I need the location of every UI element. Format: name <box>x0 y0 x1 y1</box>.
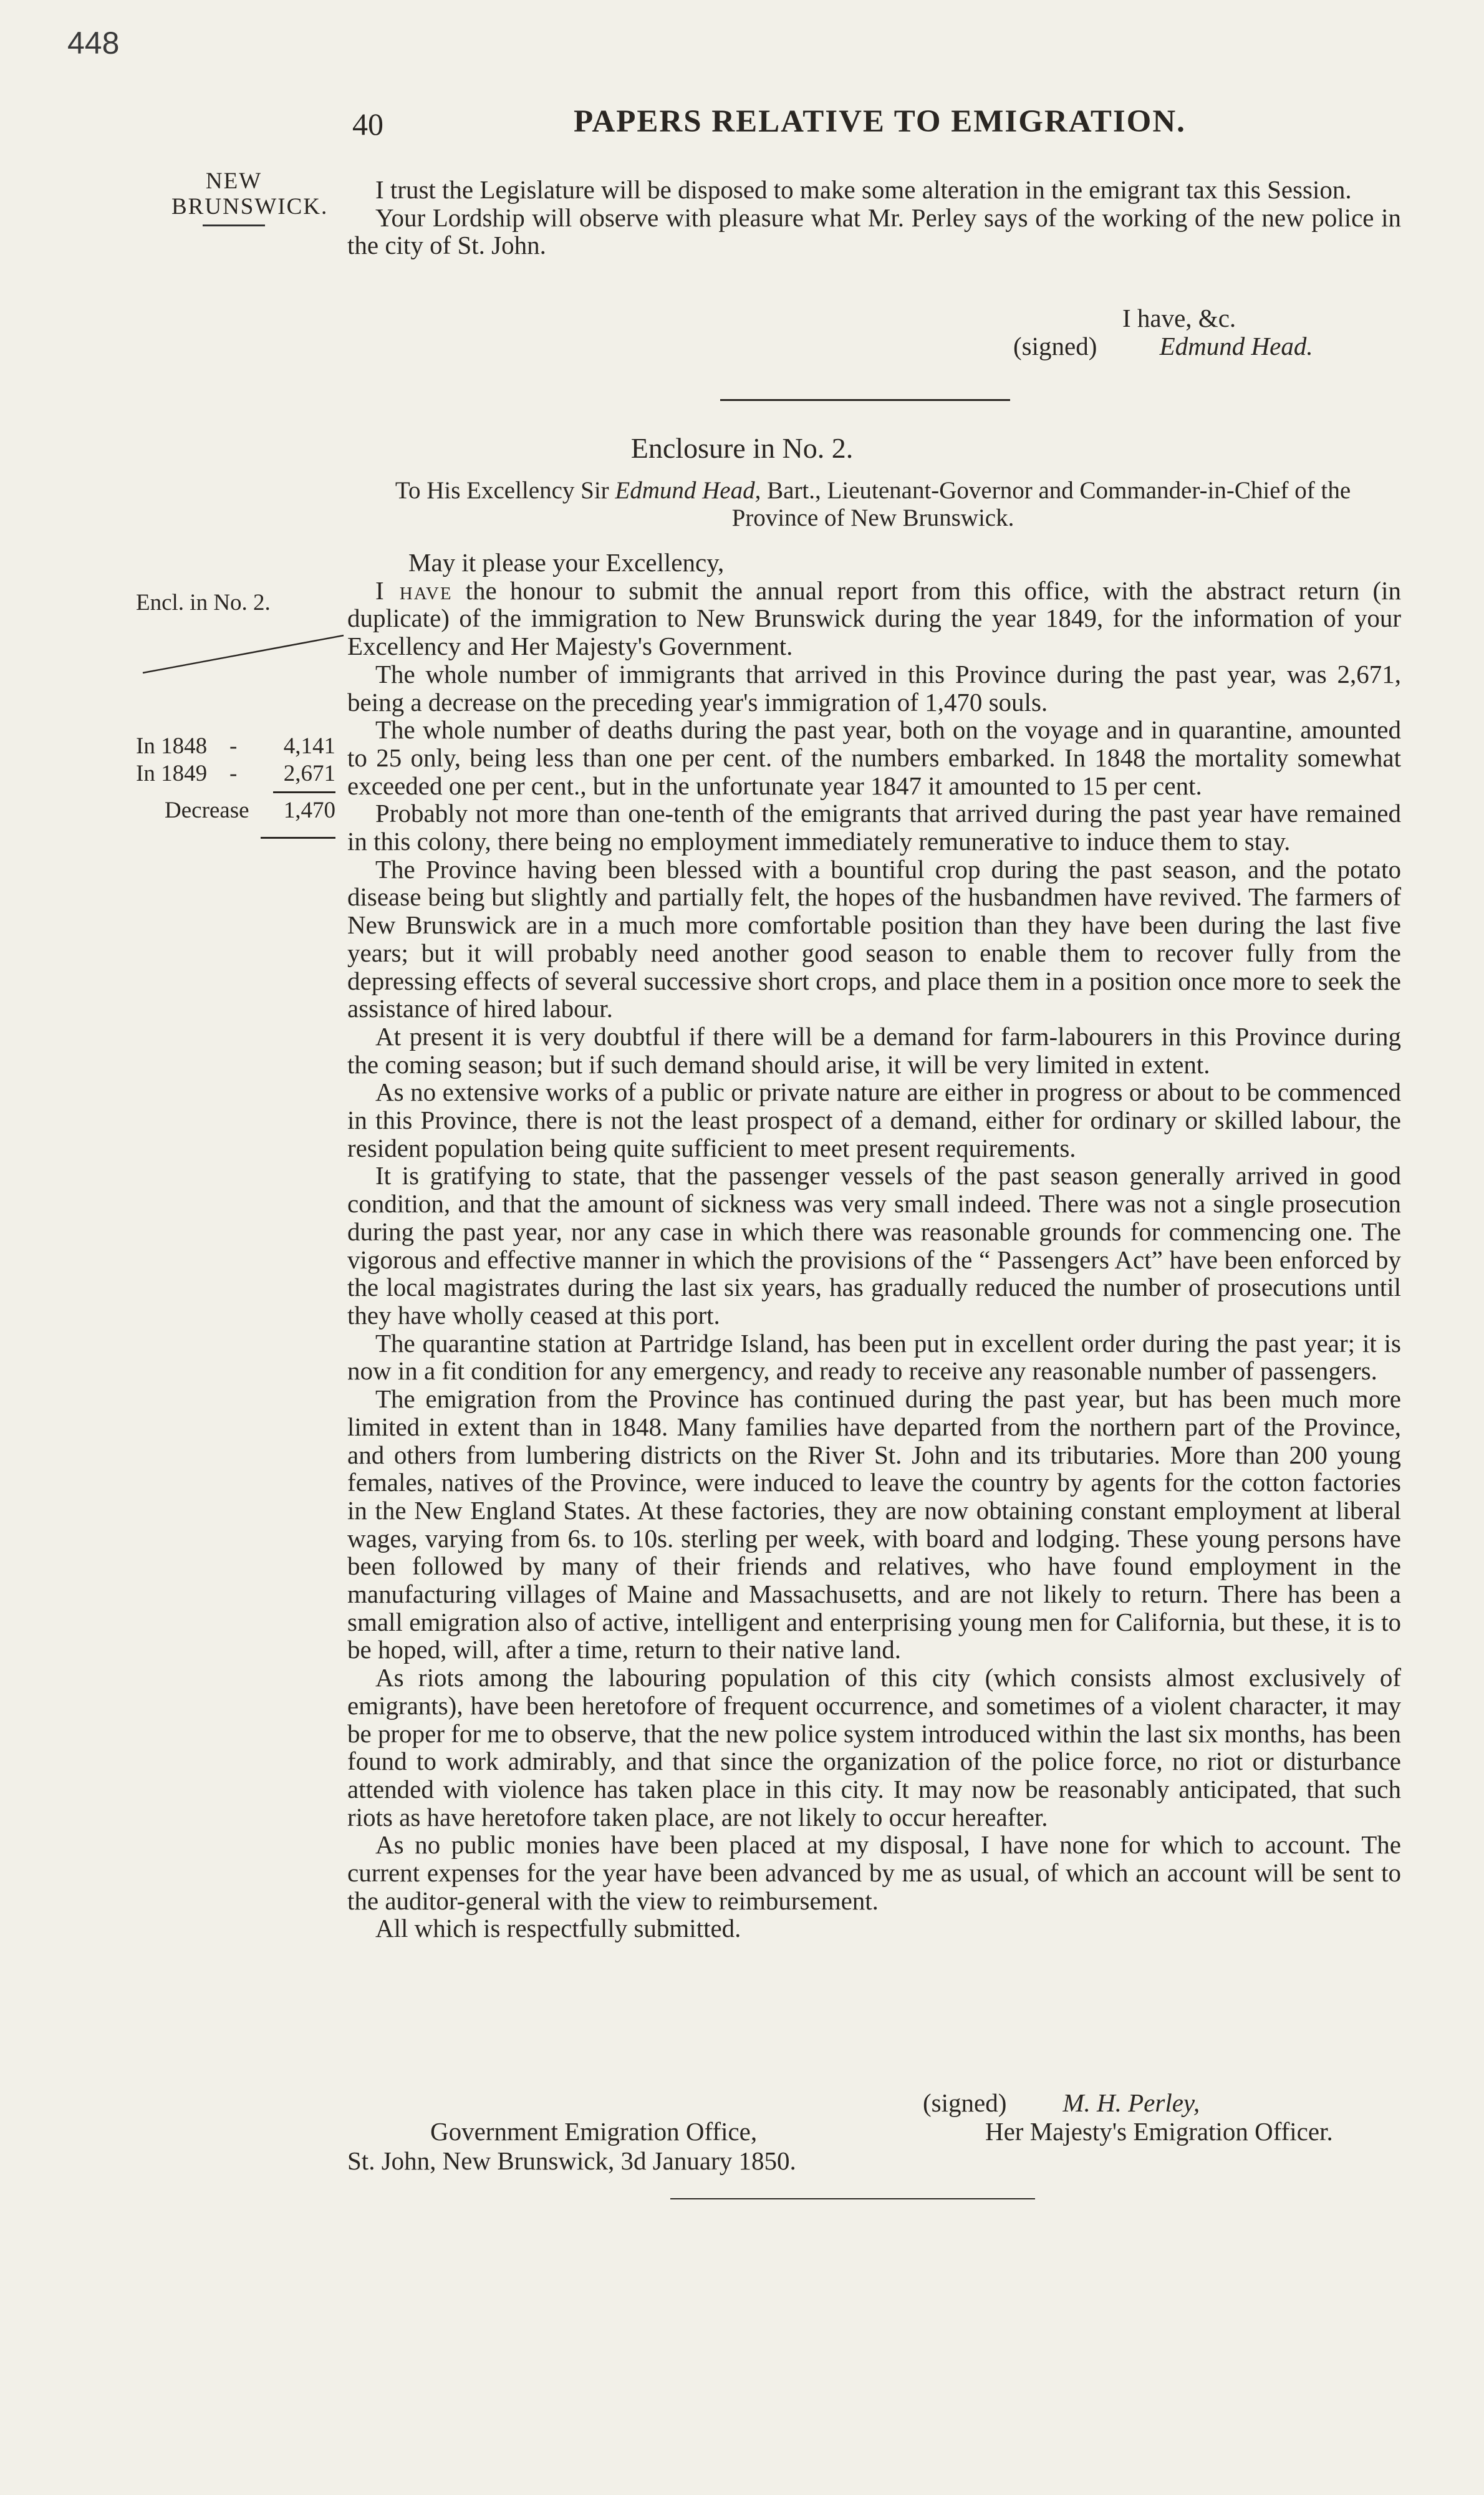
report-paragraph: The whole number of immigrants that arrived in this Province during the past year, was 2,671, being a decrease on the preceding year's immigration of 1,470 souls. <box>347 659 1401 717</box>
margin-province-label: NEW BRUNSWICK. <box>171 168 329 220</box>
header-page-number: 40 <box>352 107 383 142</box>
letter-signature <box>1013 331 1313 361</box>
margin-province-note <box>131 168 337 226</box>
report-paragraph: Probably not more than one-tenth of the emigrants that arrived during the past year have remained in this colony, there being no employment immediately remunerative to induce them to stay. <box>347 799 1401 856</box>
report-paragraph: As no extensive works of a public or private nature are either in progress or about to be commenced in this Province, there is not the least prospect of a demand, either for ordinary or skilled labour, the resident population being quite sufficient to meet present requirements. <box>347 1078 1401 1162</box>
stats-total-rule <box>261 837 335 839</box>
report-signature <box>923 2088 1200 2118</box>
stats-sum-rule <box>273 791 335 793</box>
report-paragraph: At present it is very doubtful if there will be a demand for farm-labourers in this Province during the coming season; but if such demand should arise, it will be very limited in extent. <box>347 1021 1401 1079</box>
signed-label: (signed) <box>1013 332 1097 360</box>
signer-name: Edmund Head. <box>1159 332 1313 360</box>
report-paragraph: I have the honour to submit the annual report from this office, with the abstract return (in duplicate) of the immigration to New Brunswick during the year 1849, for the information of your Excellency and Her Majesty's Government. <box>347 576 1401 661</box>
stats-row-1849: In 1849 - 2,671 <box>136 761 335 786</box>
margin-province-rule <box>203 224 265 226</box>
stats-row-1848: In 1848 - 4,141 <box>136 733 335 759</box>
margin-enclosure-ref: Encl. in No. 2. <box>136 590 271 615</box>
end-divider <box>670 2198 1035 2199</box>
report-paragraph: The Province having been blessed with a bountiful crop during the past season, and the potato disease being but slightly and partially felt, the hopes of the husbandmen have revived. The farmers of New Brunswick are in a much more comfortable position than they have been during the last five years; but it will probably need another good season to enable them to recover fully from the depressing effects of several successive short crops, and place them in a position once more to seek the assistance of hired labour. <box>347 854 1401 1023</box>
report-paragraph: All which is respectfully submitted. <box>375 1914 741 1943</box>
report-paragraph: As riots among the labouring population of this city (which consists almost exclusively of emigrants), have been heretofore of frequent occurrence, and sometimes of a violent character, it may be proper for me to observe, that the new police system introduced within the last six months, has been found to work admirably, and that since the organization of the police force, no riot or disturbance attended with violence has taken place in this city. It may now be reasonably anticipated, that such riots as have heretofore taken place, are not likely to occur hereafter. <box>347 1663 1401 1831</box>
signer-name: M. H. Perley, <box>1062 2088 1200 2117</box>
margin-pointer-line <box>140 627 346 677</box>
page-number: 448 <box>67 26 120 60</box>
salutation: May it please your Excellency, <box>408 548 725 577</box>
report-paragraph: The whole number of deaths during the past year, both on the voyage and in quarantine, amounted to 25 only, being less than one per cent. of the numbers embarked. In 1848 the mortality somewhat exceeded one per cent., but in the unfortunate year 1847 it amounted to 15 per cent. <box>347 715 1401 800</box>
enclosure-body <box>347 549 1401 1942</box>
place-date: St. John, New Brunswick, 3d January 1850. <box>347 2146 796 2175</box>
stats-row-decrease: Decrease 1,470 <box>165 798 335 823</box>
office-name: Government Emigration Office, <box>430 2117 758 2146</box>
header-title: PAPERS RELATIVE TO EMIGRATION. <box>574 104 1186 139</box>
enclosure-addressee: To His Excellency Sir Edmund Head, Bart., Lieutenant-Governor and Commander-in-Chief of the Province of New Brunswick. <box>395 477 1351 531</box>
report-paragraph: The quarantine station at Partridge Island, has been put in excellent order during the past year; it is now in a fit condition for any emergency, and ready to receive any reasonable number of passengers. <box>347 1328 1401 1386</box>
section-divider <box>720 399 1010 401</box>
letter-body <box>347 176 1401 259</box>
addressee-name: Edmund Head, <box>615 477 761 504</box>
letter-paragraph: Your Lordship will observe with pleasure what Mr. Perley says of the working of the new police in the city of St. John. <box>347 203 1401 260</box>
running-header <box>352 106 1412 150</box>
enclosure-title: Enclosure in No. 2. <box>630 432 854 464</box>
letter-paragraph: I trust the Legislature will be disposed to make some alteration in the emigrant tax this Session. <box>375 175 1352 204</box>
letter-closing: I have, &c. <box>1122 304 1236 332</box>
report-paragraph: It is gratifying to state, that the passenger vessels of the past season generally arrived in good condition, and that the amount of sickness was very small indeed. There was not a single prosecution during the past year, nor any case in which there was reasonable grounds for commencing one. The vigorous and effective manner in which the provisions of the “ Passengers Act” have been enforced by the local magistrates during the last six years, has gradually reduced the number of prosecutions until they have wholly ceased at this port. <box>347 1161 1401 1330</box>
report-paragraph: As no public monies have been placed at my disposal, I have none for which to account. The current expenses for the year have been advanced by me as usual, of which an account will be sent to the auditor-general with the view to reimbursement. <box>347 1830 1401 1915</box>
signed-label: (signed) <box>923 2088 1007 2117</box>
margin-immigration-stats <box>136 733 335 839</box>
signer-title: Her Majesty's Emigration Officer. <box>985 2117 1333 2146</box>
report-paragraph: The emigration from the Province has continued during the past year, but has been much more limited in extent than in 1848. Many families have departed from the northern part of the Province, and others from lumbering districts on the River St. John and its tributaries. More than 200 young females, natives of the Province, were induced to leave the country by agents for the cotton factories in the New England States. At these factories, they are now obtaining constant employment at liberal wages, varying from 6s. to 10s. sterling per week, with board and lodging. These young persons have been followed by many of their friends and relatives, who have found employment in the manufacturing villages of Maine and Massachusetts, and are not likely to return. There has been a small emigration also of active, intelligent and enterprising young men for California, but these, it is to be hoped, will, after a time, return to their native land. <box>347 1384 1401 1664</box>
